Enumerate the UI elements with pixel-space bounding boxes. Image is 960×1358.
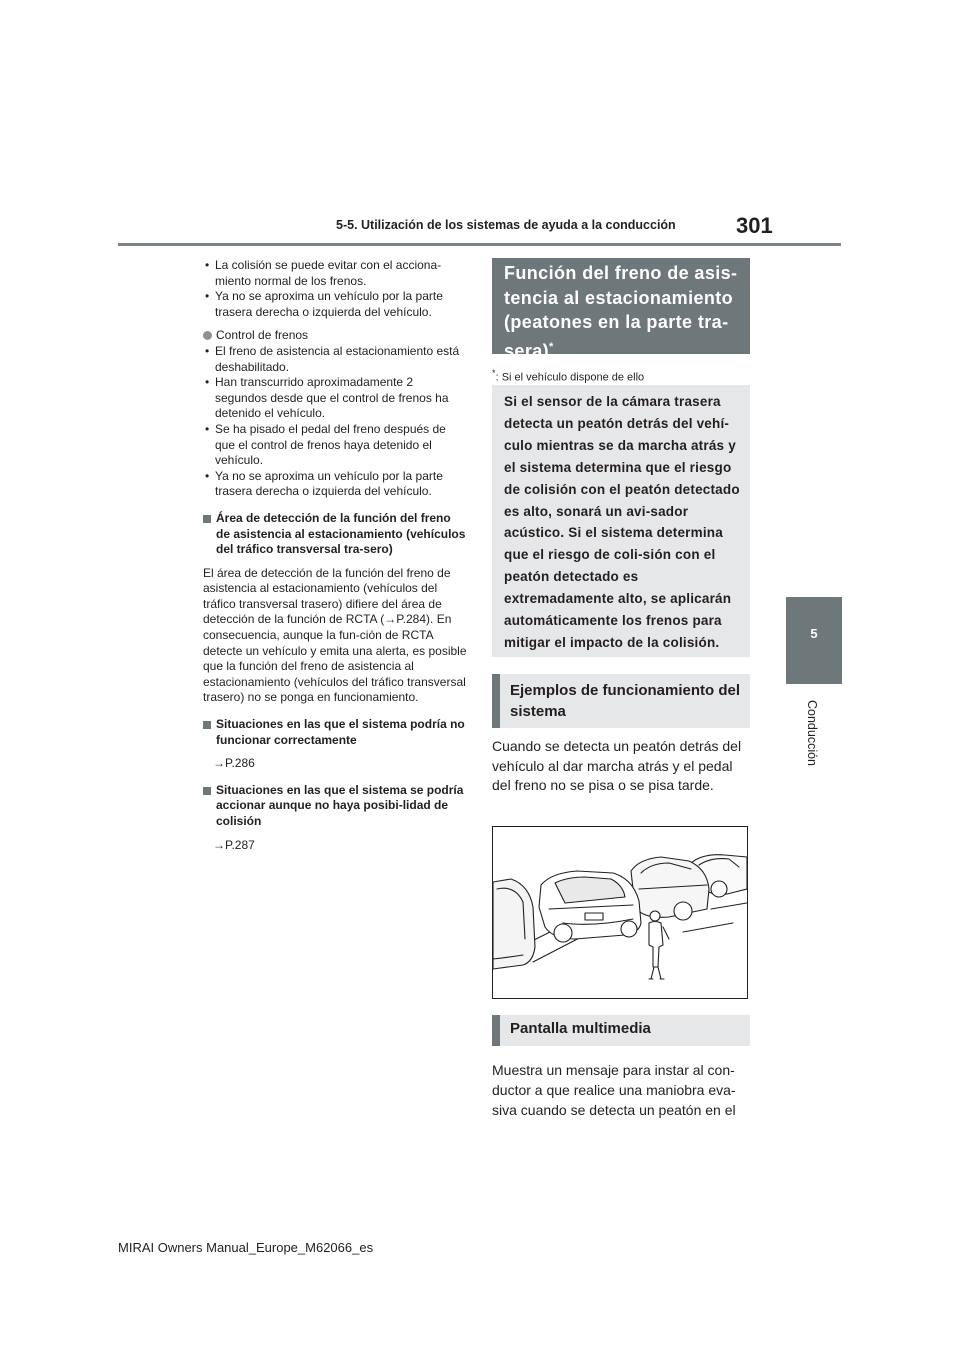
parking-illustration (492, 826, 748, 999)
examples-heading: Ejemplos de funcionamiento del sistema (510, 682, 741, 720)
list-item: • Ya no se aproxima un vehículo por la parte trasera derecha o izquierda del vehículo. (203, 289, 468, 320)
summary-box (492, 385, 750, 657)
multimedia-body: Muestra un mensaje para instar al con-ductor a que realice una maniobra eva-siva cuando se detecta un peatón en el (492, 1062, 736, 1118)
list-item: • Se ha pisado el pedal del freno después de que el control de frenos haya detenido el vehículo. (203, 422, 468, 469)
reversing-car-pedestrian-illustration (493, 827, 747, 998)
footer-text: MIRAI Owners Manual_Europe_M62066_es (118, 1240, 374, 1255)
section-title-box (492, 258, 750, 361)
footnote-marker: * (492, 368, 496, 378)
square-bullet-icon (203, 787, 211, 795)
square-bullet-icon (203, 515, 211, 523)
detection-area-heading: Área de detección de la función del freno de asistencia al estacionamiento (vehículos del tráfico transversal tra-sero) (203, 511, 468, 558)
examples-heading-box (492, 674, 750, 728)
left-column (203, 258, 468, 853)
summary-text: Si el sensor de la cámara trasera detecta un peatón detrás del vehí-culo mientras se da marcha atrás y el sistema determina que el riesgo de colisión con el peatón detectado es alto, sonará un avi-sador acústico. Si el sistema determina que el riesgo de coli-sión con el peatón detectado es extremadamente alto, se aplicarán automáticamente los frenos para mitigar el impacto de la colisión. (504, 394, 740, 650)
may-not-work-heading: Situaciones en las que el sistema podría no funcionar correctamente (203, 717, 468, 748)
circle-bullet-icon (203, 331, 212, 340)
examples-body: Cuando se detecta un peatón detrás del vehículo al dar marcha atrás y el pedal del freno no se pisa o se pisa tarde. (492, 738, 742, 793)
may-activate-heading: Situaciones en las que el sistema se podría accionar aunque no haya posibi-lidad de colisión (203, 783, 468, 830)
section-header: 5-5. Utilización de los sistemas de ayuda a la conducción (336, 218, 676, 232)
list-item: • Han transcurrido aproximadamente 2 segundos desde que el control de frenos ha detenido el vehículo. (203, 375, 468, 422)
section-title: Función del freno de asis-tencia al estacionamiento (peatones en la parte tra-sera)* (504, 263, 738, 361)
chapter-name: Conducción (805, 699, 819, 767)
chapter-tab (786, 597, 842, 684)
multimedia-heading: Pantalla multimedia (510, 1020, 651, 1037)
detection-area-body: El área de detección de la función del freno de asistencia al estacionamiento (vehículos del tráfico transversal trasero) difiere del área de detección de la función de RCTA (→P.284). En consecuencia, aunque la fun-ción de RCTA detecte un vehículo y emita una alerta, es posible que la función del freno de asistencia al estacionamiento (vehículos del tráfico transversal trasero) no se ponga en funcionamiento. (203, 565, 467, 705)
footnote: *: Si el vehículo dispone de ello (492, 368, 645, 384)
page-reference-link[interactable]: →P.287 (213, 837, 255, 852)
page-reference-link[interactable]: →P.286 (213, 756, 255, 771)
list-item: • El freno de asistencia al estacionamiento está deshabilitado. (203, 344, 468, 375)
header-rule (118, 243, 841, 246)
multimedia-heading-box (492, 1015, 750, 1046)
chapter-label (802, 693, 822, 773)
footnote-marker: * (549, 340, 554, 353)
list-item: • Ya no se aproxima un vehículo por la parte trasera derecha o izquierda del vehículo. (203, 469, 468, 500)
list-item: • La colisión se puede evitar con el acciona-miento normal de los frenos. (203, 258, 468, 289)
chapter-number: 5 (810, 626, 818, 641)
page-number: 301 (736, 213, 773, 238)
brake-control-heading: Control de frenos (203, 328, 468, 344)
square-bullet-icon (203, 721, 211, 729)
